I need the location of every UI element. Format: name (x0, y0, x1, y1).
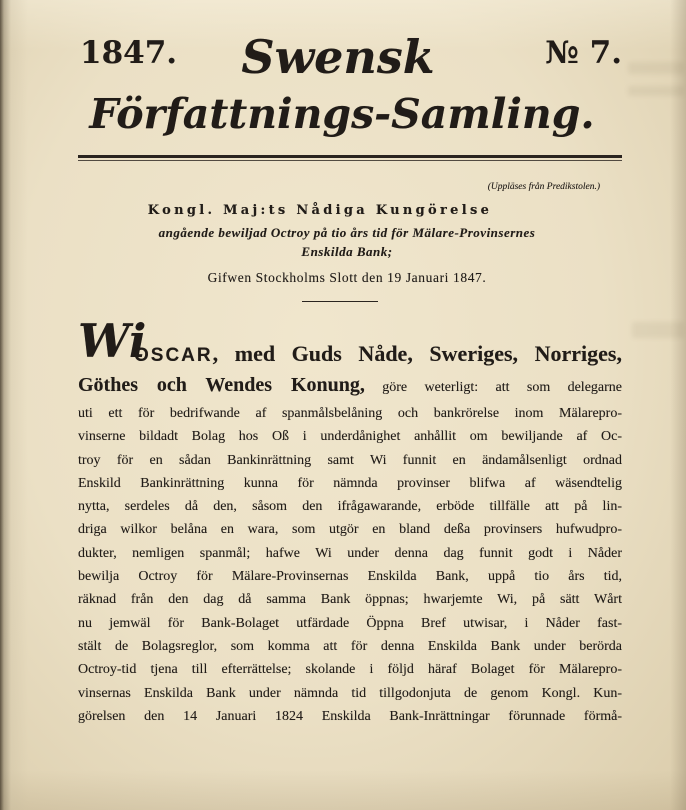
body-text-line: troy för en sådan Bankinrättning samt Wi funnit en ändamålsenligt ordnad (78, 452, 622, 468)
body-text-line: räknad från den dag då samma Bank öppnas; hwarjemte Wi, på sätt Wårt (78, 592, 622, 608)
publication-title-line-1: Swensk (241, 30, 435, 84)
second-line-rest: göre weterligt: att som delegarne (382, 380, 623, 395)
issue-year: 1847. (80, 35, 178, 71)
body-text-line: dukter, nemligen spanmål; hafwe Wi under denna dag funnit godt i Nåder (78, 545, 622, 561)
body-opening-line (134, 340, 622, 370)
decree-heading: Kongl. Maj:ts Nådiga Kungörelse (147, 203, 493, 218)
body-text (78, 402, 622, 728)
decree-subject-line-1: angående bewiljad Octroy på tio års tid för Mälare-Provinsernes (158, 225, 536, 240)
body-text-line: stält de Bolagsreglor, som komma att för denna Enskilda Bank under berörda (78, 638, 622, 654)
body-text-line: driga wilkor belåna en wara, som utgör en bland deßa provinsers hufwudpro- (78, 522, 622, 538)
body-second-line (78, 372, 622, 401)
pulpit-reading-notice: (Uppläses från Predikstolen.) (487, 182, 600, 192)
body-text-line: uti ett för bedrifwande af spanmålsbelåning och bankrörelse inom Mälarepro- (78, 406, 622, 421)
body-text-line: vinserne bildadt Bolag hos Oß i underdånighet anhållit om bewiljande af Oc- (78, 429, 622, 445)
opening-line-rest: , med Guds Nåde, Sweriges, Norriges, (212, 341, 622, 366)
publication-title-line-2: Författnings-Samling. (89, 90, 595, 138)
body-text-line: Octroy-tid tjena till efterrättelse; skolande i följd häraf Bolaget för Mälarepro- (78, 662, 622, 678)
decree-subject-line-2: Enskilda Bank; (301, 244, 393, 259)
title-rule-thin (78, 160, 622, 161)
body-text-line: nytta, serdeles då den, såsom den ifrågawarande, erböde tillfälle att på lin- (78, 499, 622, 515)
body-text-line: vinsernas Enskilda Bank under nämnda tid tillgodonjuta de genom Kongl. Kun- (78, 685, 622, 701)
body-text-line: Enskild Bankinrättning kunna för nämnda provinser blifwa af wäsendtelig (78, 475, 622, 491)
section-divider (302, 301, 378, 302)
issue-number: № 7. (545, 35, 622, 71)
body-text-line: görelsen den 14 Januari 1824 Enskilda Bank-Inrättningar förunnade förmå- (78, 708, 622, 724)
drop-initial: Wi (78, 314, 147, 368)
royal-title-end: Göthes och Wendes Konung, (78, 374, 365, 396)
body-text-line: bewilja Octroy för Mälare-Provinsernas Enskilda Bank, uppå tio års tid, (78, 569, 622, 585)
body-text-line: nu jemwäl för Bank-Bolaget utfärdade Öppna Bref utwisar, i Nåder fast- (78, 615, 622, 631)
monarch-name: OSCAR (134, 345, 213, 366)
bleed-through-shadow (632, 322, 684, 338)
decree-date-line: Gifwen Stockholms Slott den 19 Januari 1847. (207, 270, 487, 285)
title-rule-thick (78, 155, 622, 158)
bleed-through-shadow (628, 86, 684, 96)
bleed-through-shadow (628, 62, 684, 74)
